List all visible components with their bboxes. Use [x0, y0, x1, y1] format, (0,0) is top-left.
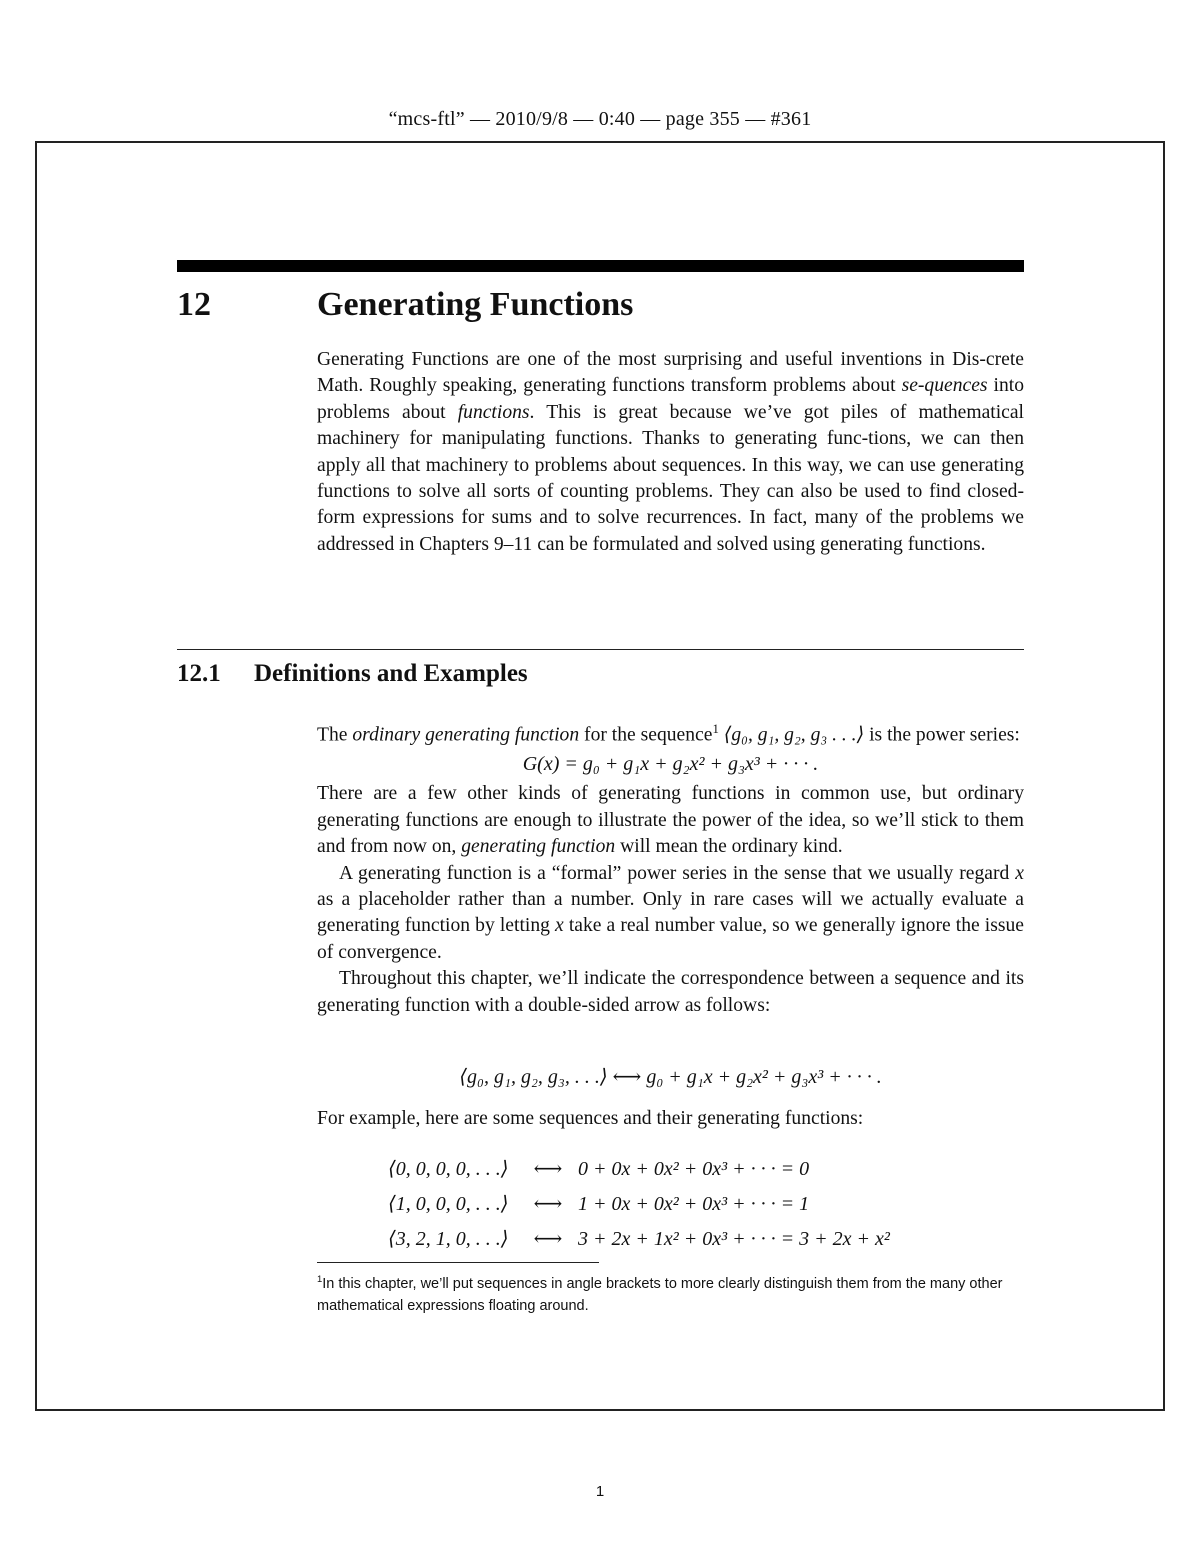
text-span: is the power series:	[864, 724, 1020, 746]
variable-x: x	[555, 915, 564, 937]
chapter-number: 12	[177, 286, 211, 323]
term-ordinary-generating-function: ordinary generating function	[352, 724, 580, 746]
correspondence-equation: ⟨g₀, g₁, g₂, g₃, . . .⟩ ⟷ g₀ + g₁x + g₂x² + g₃x³ + · · · .	[459, 1066, 882, 1088]
text-span: The	[317, 724, 353, 746]
chapter-intro-paragraph	[317, 347, 1024, 558]
double-arrow-icon: ⟷	[533, 1228, 563, 1250]
example-row	[388, 1152, 890, 1187]
text-span: into problems about	[317, 375, 1024, 423]
page-number: 1	[595, 1483, 605, 1500]
footnote-mark: 1	[317, 1273, 323, 1284]
example-row	[388, 1222, 890, 1257]
footnote-text: In this chapter, we’ll put sequences in angle brackets to more clearly distinguish them from the many other mathematical expressions floating around.	[317, 1275, 1003, 1314]
examples-table	[388, 1152, 890, 1257]
italic-term: se-quences	[901, 375, 988, 397]
text-span: There are a few other kinds of generating functions in common use, but ordinary generating functions are enough to illustrate the power of the idea, so we’ll stick to them and from now on,	[317, 783, 1024, 858]
variable-x: x	[1015, 862, 1024, 884]
chapter-rule	[177, 260, 1024, 272]
footnote-mark: 1	[712, 722, 719, 736]
text-span: A generating function is a “formal” power series in the sense that we usually regard	[339, 862, 1016, 884]
running-head: “mcs-ftl” — 2010/9/8 — 0:40 — page 355 — #361	[388, 108, 812, 130]
definitions-body	[317, 716, 1024, 1019]
double-arrow-icon: ⟷	[533, 1158, 563, 1180]
power-series-equation: G(x) = g₀ + g₁x + g₂x² + g₃x³ + · · · .	[522, 752, 819, 775]
correspondence-paragraph: Throughout this chapter, we’ll indicate the correspondence between a sequence and its generating function with a double-sided arrow as follows:	[317, 968, 1024, 1016]
footnote	[317, 1268, 1024, 1317]
example-function: 3 + 2x + 1x² + 0x³ + · · · = 3 + 2x + x²	[578, 1228, 890, 1250]
term-generating-function: generating function	[461, 836, 616, 858]
text-span: take a real number value, so we generally ignore the issue of convergence.	[317, 915, 1024, 963]
section-title: Definitions and Examples	[254, 660, 528, 687]
kinds-paragraph	[317, 781, 1024, 860]
example-sequence: ⟨3, 2, 1, 0, . . .⟩	[388, 1228, 509, 1250]
example-function: 0 + 0x + 0x² + 0x³ + · · · = 0	[578, 1158, 810, 1180]
definition-paragraph	[317, 716, 1024, 749]
formal-series-paragraph	[317, 861, 1024, 967]
text-span: for the sequence	[579, 724, 713, 746]
example-row	[388, 1187, 890, 1222]
text-span: Generating Functions are one of the most surprising and useful inventions in Dis-crete Math. Roughly speaking, generating functions transform problems about	[317, 349, 1024, 397]
double-arrow-icon: ⟷	[533, 1193, 563, 1215]
text-span: will mean the ordinary kind.	[615, 836, 843, 858]
italic-term: functions	[457, 401, 530, 423]
footnote-rule	[317, 1262, 599, 1263]
chapter-title: Generating Functions	[317, 286, 634, 323]
intro-text	[317, 347, 1024, 558]
example-function: 1 + 0x + 0x² + 0x³ + · · · = 1	[578, 1193, 810, 1215]
text-span: . This is great because we’ve got piles of mathematical machinery for manipulating functions. Thanks to generating func-tions, we can then apply all that machinery to problems about sequences. In this way, we can use generating functions to solve all sorts of counting problems. They can also be used to find closed-form expressions for sums and to solve recurrences. In fact, many of the problems we addressed in Chapters 9–11 can be formulated and solved using generating functions.	[317, 401, 1025, 555]
sequence-expression: ⟨g₀, g₁, g₂, g₃ . . .⟩	[718, 724, 865, 746]
example-intro: For example, here are some sequences and their generating functions:	[317, 1108, 864, 1129]
example-sequence: ⟨0, 0, 0, 0, . . .⟩	[388, 1158, 509, 1180]
section-number: 12.1	[177, 660, 221, 687]
section-rule	[177, 649, 1024, 650]
text-span: as a placeholder rather than a number. Only in rare cases will we actually evaluate a generating function by letting	[317, 888, 1024, 937]
example-sequence: ⟨1, 0, 0, 0, . . .⟩	[388, 1193, 509, 1215]
